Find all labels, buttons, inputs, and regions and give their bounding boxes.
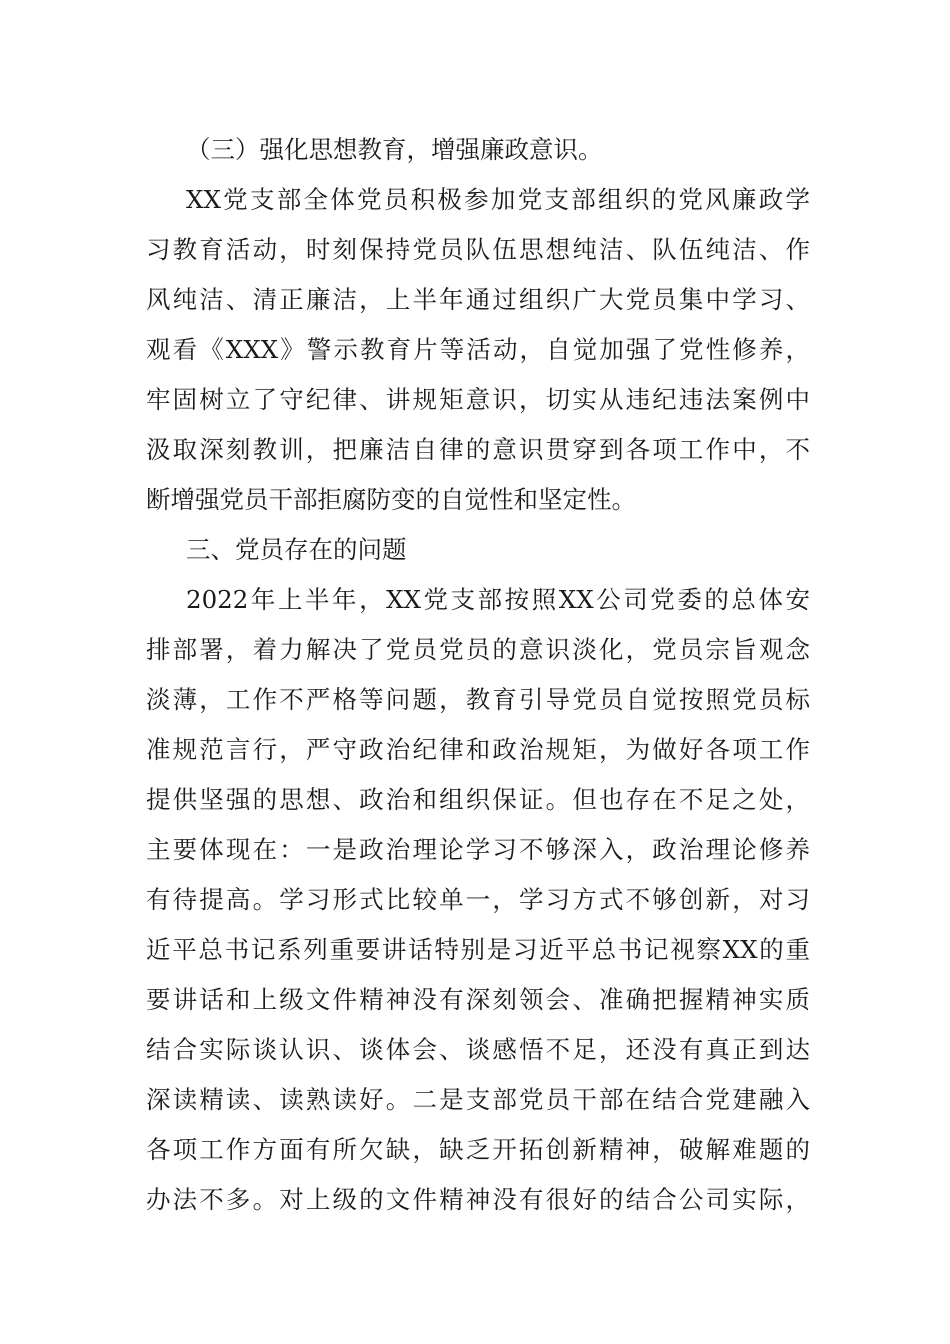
paragraph-line: 断增强党员干部拒腐防变的自觉性和坚定性。 [146,485,636,514]
paragraph-line: 习教育活动，时刻保持党员队伍思想纯洁、队伍纯洁、作 [146,235,810,264]
paragraph-line: 近平总书记系列重要讲话特别是习近平总书记视察XX的重 [146,935,810,964]
paragraph-line: 提供坚强的思想、政治和组织保证。但也存在不足之处， [146,785,810,814]
paragraph-line: 结合实际谈认识、谈体会、谈感悟不足，还没有真正到达 [146,1035,810,1064]
paragraph-line: 主要体现在：一是政治理论学习不够深入，政治理论修养 [146,835,810,864]
paragraph-line: 要讲话和上级文件精神没有深刻领会、准确把握精神实质 [146,985,810,1014]
paragraph-line: 有待提高。学习形式比较单一，学习方式不够创新，对习 [146,885,810,914]
paragraph-line: 排部署，着力解决了党员党员的意识淡化，党员宗旨观念 [146,635,810,664]
paragraph-line: 办法不多。对上级的文件精神没有很好的结合公司实际， [146,1185,810,1214]
section-heading-party-member-issues: 三、党员存在的问题 [186,535,407,564]
paragraph-line: 2022年上半年，XX党支部按照XX公司党委的总体安 [186,585,810,614]
paragraph-line: 深读精读、读熟读好。二是支部党员干部在结合党建融入 [146,1085,810,1114]
paragraph-line: 淡薄，工作不严格等问题，教育引导党员自觉按照党员标 [146,685,810,714]
paragraph-line: 牢固树立了守纪律、讲规矩意识，切实从违纪违法案例中 [146,385,810,414]
paragraph-line: 准规范言行，严守政治纪律和政治规矩，为做好各项工作 [146,735,810,764]
paragraph-line: 各项工作方面有所欠缺，缺乏开拓创新精神，破解难题的 [146,1135,810,1164]
section-heading-strengthen-education: （三）强化思想教育，增强廉政意识。 [186,135,603,164]
paragraph-line: 汲取深刻教训，把廉洁自律的意识贯穿到各项工作中，不 [146,435,810,464]
paragraph-line: 观看《XXX》警示教育片等活动，自觉加强了党性修养， [146,335,810,364]
paragraph-line: XX党支部全体党员积极参加党支部组织的党风廉政学 [186,185,810,214]
paragraph-line: 风纯洁、清正廉洁，上半年通过组织广大党员集中学习、 [146,285,810,314]
